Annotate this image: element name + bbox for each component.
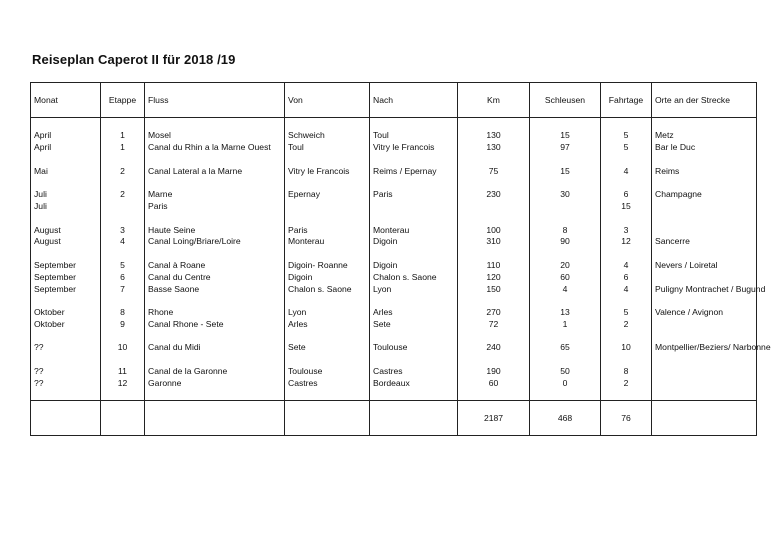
cell-von: Castres: [285, 378, 370, 390]
cell-etappe: [101, 201, 145, 213]
cell-schleusen: 20: [530, 260, 601, 272]
cell-km: 72: [458, 319, 530, 331]
cell-fluss: Basse Saone: [145, 284, 285, 296]
cell-nach: Reims / Epernay: [370, 166, 458, 178]
header-von: Von: [285, 83, 370, 118]
table-row: [31, 166, 757, 178]
cell-km: 75: [458, 166, 530, 178]
cell-nach: Vitry le Francois: [370, 142, 458, 154]
itinerary-table: [30, 82, 771, 436]
total-schleusen: 468: [530, 401, 601, 436]
header-orte: Orte an der Strecke: [652, 83, 757, 118]
cell-etappe: 1: [101, 130, 145, 142]
cell-fluss: Marne: [145, 189, 285, 201]
cell-km: 60: [458, 378, 530, 390]
cell-fahrtage: 2: [601, 378, 652, 390]
cell-fluss: Canal de la Garonne: [145, 366, 285, 378]
cell-km: 130: [458, 130, 530, 142]
cell-etappe: 11: [101, 366, 145, 378]
spacer-row: [31, 390, 757, 401]
cell-fluss: Canal du Rhin a la Marne Ouest: [145, 142, 285, 154]
cell-nach: Castres: [370, 366, 458, 378]
cell-fluss: Canal du Centre: [145, 272, 285, 284]
cell-fluss: Canal à Roane: [145, 260, 285, 272]
cell-schleusen: 1: [530, 319, 601, 331]
cell-km: 230: [458, 189, 530, 201]
cell-etappe: 5: [101, 260, 145, 272]
cell-nach: [370, 201, 458, 213]
cell-monat: ??: [31, 378, 101, 390]
cell-orte: Bar le Duc: [652, 142, 757, 154]
cell-von: Monterau: [285, 236, 370, 248]
spacer-row: [31, 331, 757, 343]
spacer-row: [31, 154, 757, 166]
cell-etappe: 8: [101, 307, 145, 319]
cell-von: Lyon: [285, 307, 370, 319]
cell-km: [458, 201, 530, 213]
cell-km: 130: [458, 142, 530, 154]
cell-nach: Toul: [370, 130, 458, 142]
cell-schleusen: 15: [530, 130, 601, 142]
cell-orte: Montpellier/Beziers/ Narbonne: [652, 342, 757, 354]
totals-row: [31, 401, 757, 436]
table-row: [31, 342, 757, 354]
cell-nach: Paris: [370, 189, 458, 201]
cell-schleusen: 4: [530, 284, 601, 296]
cell-fluss: Mosel: [145, 130, 285, 142]
cell-fahrtage: 4: [601, 284, 652, 296]
cell-schleusen: 13: [530, 307, 601, 319]
cell-von: Digoin: [285, 272, 370, 284]
cell-km: 100: [458, 225, 530, 237]
cell-etappe: 9: [101, 319, 145, 331]
cell-schleusen: [530, 201, 601, 213]
cell-monat: Oktober: [31, 319, 101, 331]
cell-fahrtage: 12: [601, 236, 652, 248]
spacer-row: [31, 213, 757, 225]
cell-etappe: 3: [101, 225, 145, 237]
cell-etappe: 12: [101, 378, 145, 390]
cell-von: Toulouse: [285, 366, 370, 378]
cell-etappe: 6: [101, 272, 145, 284]
cell-orte: [652, 225, 757, 237]
cell-orte: [652, 378, 757, 390]
table-row: [31, 236, 757, 248]
cell-monat: September: [31, 260, 101, 272]
cell-monat: Mai: [31, 166, 101, 178]
cell-km: 110: [458, 260, 530, 272]
table-row: [31, 142, 757, 154]
cell-fahrtage: 4: [601, 166, 652, 178]
cell-schleusen: 0: [530, 378, 601, 390]
cell-schleusen: 65: [530, 342, 601, 354]
cell-etappe: 4: [101, 236, 145, 248]
table-row: [31, 225, 757, 237]
cell-von: Chalon s. Saone: [285, 284, 370, 296]
cell-nach: Digoin: [370, 260, 458, 272]
header-nach: Nach: [370, 83, 458, 118]
cell-fluss: Canal Rhone - Sete: [145, 319, 285, 331]
cell-fahrtage: 5: [601, 130, 652, 142]
cell-von: Toul: [285, 142, 370, 154]
header-fahrtage: Fahrtage: [601, 83, 652, 118]
table-row: [31, 319, 757, 331]
cell-fluss: Haute Seine: [145, 225, 285, 237]
page-title: Reiseplan Caperot II für 2018 /19: [32, 52, 236, 67]
cell-fahrtage: 3: [601, 225, 652, 237]
spacer-row: [31, 248, 757, 260]
cell-km: 240: [458, 342, 530, 354]
cell-nach: Bordeaux: [370, 378, 458, 390]
total-km: 2187: [458, 401, 530, 436]
cell-etappe: 2: [101, 166, 145, 178]
cell-monat: August: [31, 225, 101, 237]
cell-schleusen: 8: [530, 225, 601, 237]
cell-schleusen: 60: [530, 272, 601, 284]
spacer-row: [31, 354, 757, 366]
cell-fahrtage: 5: [601, 307, 652, 319]
cell-schleusen: 90: [530, 236, 601, 248]
cell-fluss: Rhone: [145, 307, 285, 319]
cell-km: 270: [458, 307, 530, 319]
cell-orte: Champagne: [652, 189, 757, 201]
cell-nach: Lyon: [370, 284, 458, 296]
cell-km: 190: [458, 366, 530, 378]
spacer-row: [31, 178, 757, 190]
table-row: [31, 378, 757, 390]
table-row: [31, 260, 757, 272]
cell-fluss: Garonne: [145, 378, 285, 390]
cell-fluss: Canal du Midi: [145, 342, 285, 354]
table-row: [31, 284, 757, 296]
spacer-row: [31, 295, 757, 307]
cell-schleusen: 15: [530, 166, 601, 178]
cell-fahrtage: 5: [601, 142, 652, 154]
cell-orte: Valence / Avignon: [652, 307, 757, 319]
cell-km: 150: [458, 284, 530, 296]
table-row: [31, 189, 757, 201]
header-km: Km: [458, 83, 530, 118]
cell-orte: [652, 319, 757, 331]
cell-monat: Juli: [31, 189, 101, 201]
cell-etappe: 10: [101, 342, 145, 354]
table-body: [31, 118, 771, 401]
cell-fluss: Paris: [145, 201, 285, 213]
cell-fluss: Canal Lateral a la Marne: [145, 166, 285, 178]
cell-orte: [652, 201, 757, 213]
cell-monat: ??: [31, 366, 101, 378]
cell-schleusen: 50: [530, 366, 601, 378]
cell-monat: September: [31, 284, 101, 296]
cell-nach: Monterau: [370, 225, 458, 237]
cell-nach: Sete: [370, 319, 458, 331]
cell-schleusen: 30: [530, 189, 601, 201]
cell-von: Vitry le Francois: [285, 166, 370, 178]
cell-orte: Puligny Montrachet / Bugund: [652, 284, 757, 296]
cell-orte: [652, 366, 757, 378]
cell-von: Arles: [285, 319, 370, 331]
cell-monat: August: [31, 236, 101, 248]
cell-von: Epernay: [285, 189, 370, 201]
header-fluss: Fluss: [145, 83, 285, 118]
table-row: [31, 366, 757, 378]
table-row: [31, 272, 757, 284]
header-row: [31, 83, 757, 118]
cell-fahrtage: 6: [601, 272, 652, 284]
cell-monat: September: [31, 272, 101, 284]
header-schleusen: Schleusen: [530, 83, 601, 118]
cell-fahrtage: 6: [601, 189, 652, 201]
cell-monat: ??: [31, 342, 101, 354]
cell-orte: Metz: [652, 130, 757, 142]
cell-schleusen: 97: [530, 142, 601, 154]
table-row: [31, 201, 757, 213]
cell-monat: Juli: [31, 201, 101, 213]
cell-nach: Arles: [370, 307, 458, 319]
cell-von: Schweich: [285, 130, 370, 142]
header-etappe: Etappe: [101, 83, 145, 118]
cell-orte: Reims: [652, 166, 757, 178]
cell-monat: April: [31, 142, 101, 154]
cell-von: [285, 201, 370, 213]
cell-km: 310: [458, 236, 530, 248]
cell-orte: Sancerre: [652, 236, 757, 248]
cell-fahrtage: 4: [601, 260, 652, 272]
table-row: [31, 307, 757, 319]
cell-fahrtage: 8: [601, 366, 652, 378]
cell-km: 120: [458, 272, 530, 284]
cell-orte: Nevers / Loiretal: [652, 260, 757, 272]
cell-orte: [652, 272, 757, 284]
cell-von: Sete: [285, 342, 370, 354]
cell-monat: Oktober: [31, 307, 101, 319]
cell-fahrtage: 15: [601, 201, 652, 213]
total-fahrtage: 76: [601, 401, 652, 436]
cell-etappe: 2: [101, 189, 145, 201]
cell-etappe: 7: [101, 284, 145, 296]
cell-von: Paris: [285, 225, 370, 237]
cell-von: Digoin- Roanne: [285, 260, 370, 272]
cell-fluss: Canal Loing/Briare/Loire: [145, 236, 285, 248]
cell-nach: Toulouse: [370, 342, 458, 354]
header-monat: Monat: [31, 83, 101, 118]
cell-nach: Digoin: [370, 236, 458, 248]
cell-etappe: 1: [101, 142, 145, 154]
cell-fahrtage: 2: [601, 319, 652, 331]
cell-fahrtage: 10: [601, 342, 652, 354]
table-row: [31, 130, 757, 142]
cell-nach: Chalon s. Saone: [370, 272, 458, 284]
cell-monat: April: [31, 130, 101, 142]
spacer-row: [31, 118, 757, 131]
